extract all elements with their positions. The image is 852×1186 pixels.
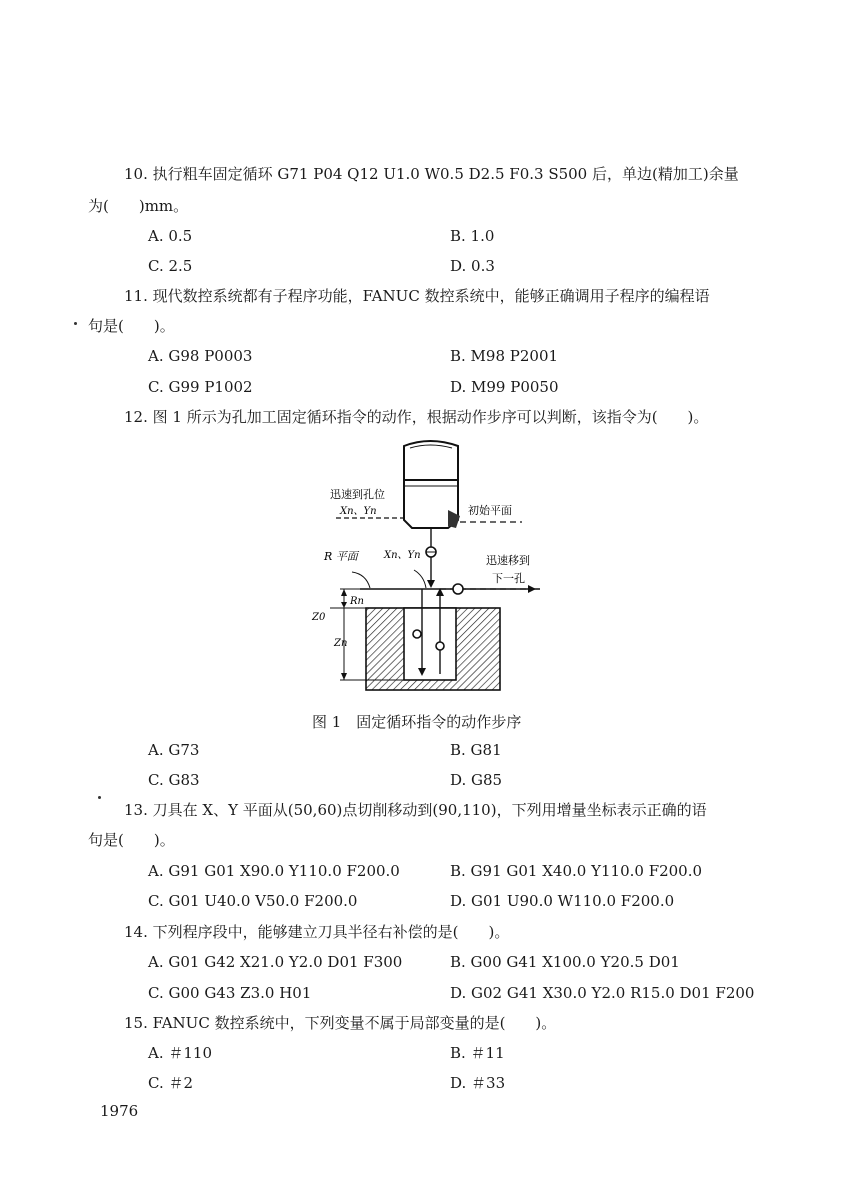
q14-option-c: C. G00 G43 Z3.0 H01 [148,984,312,1002]
q12-option-a: A. G73 [148,741,200,759]
fixed-cycle-diagram [300,436,560,704]
question-15-text: 15. FANUC 数控系统中，下列变量不属于局部变量的是( )。 [124,1014,557,1032]
label-rapid-to-hole: 迅速到孔位 [330,488,385,501]
question-12-text: 12. 图 1 所示为孔加工固定循环指令的动作，根据动作步序可以判断，该指令为( )。 [124,408,709,426]
label-xn-yn-mid: Xn、Yn [384,550,421,561]
label-initial-plane: 初始平面 [468,504,512,517]
q14-option-d: D. G02 G41 X30.0 Y2.0 R15.0 D01 F200 [450,984,755,1002]
q10-option-d: D. 0.3 [450,257,495,275]
question-10-text: 10. 执行粗车固定循环 G71 P04 Q12 U1.0 W0.5 D2.5 F0.3 S500 后，单边(精加工)余量 [124,165,739,183]
q13-option-c: C. G01 U40.0 V50.0 F200.0 [148,892,358,910]
q10-option-c: C. 2.5 [148,257,193,275]
label-xn-yn-top: Xn、Yn [340,506,377,517]
q15-option-d: D. ＃33 [450,1074,506,1092]
q11-option-a: A. G98 P0003 [148,347,253,365]
question-10-text-cont: 为( )mm。 [88,197,189,215]
question-11-text: 11. 现代数控系统都有子程序功能，FANUC 数控系统中，能够正确调用子程序的编程语 [124,287,710,305]
question-13-text: 13. 刀具在 X、Y 平面从(50,60)点切削移动到(90,110)，下列用增量坐标表示正确的语 [124,801,707,819]
question-13-text-cont: 句是( )。 [88,831,175,849]
scan-speck [74,322,77,325]
q14-option-a: A. G01 G42 X21.0 Y2.0 D01 F300 [148,953,403,971]
question-14-text: 14. 下列程序段中，能够建立刀具半径右补偿的是( )。 [124,923,510,941]
q13-option-d: D. G01 U90.0 W110.0 F200.0 [450,892,675,910]
scan-speck [98,796,101,799]
label-z0: Z0 [312,612,326,623]
q11-option-d: D. M99 P0050 [450,378,559,396]
q15-option-c: C. ＃2 [148,1074,194,1092]
q12-option-c: C. G83 [148,771,200,789]
q11-option-c: C. G99 P1002 [148,378,253,396]
q15-option-a: A. ＃110 [148,1044,212,1062]
q15-option-b: B. ＃11 [450,1044,505,1062]
q13-option-a: A. G91 G01 X90.0 Y110.0 F200.0 [148,862,400,880]
label-rapid-next-2: 下一孔 [492,572,525,585]
q13-option-b: B. G91 G01 X40.0 Y110.0 F200.0 [450,862,703,880]
label-r-plane: R 平面 [324,550,358,563]
workpiece [366,608,500,690]
q12-option-d: D. G85 [450,771,503,789]
label-rapid-next-1: 迅速移到 [486,554,530,567]
page-number: 1976 [100,1102,139,1120]
q11-option-b: B. M98 P2001 [450,347,559,365]
q12-option-b: B. G81 [450,741,502,759]
tool-holder-icon [404,441,460,528]
label-zn: Zn [334,638,348,649]
q10-option-a: A. 0.5 [148,227,193,245]
question-11-text-cont: 句是( )。 [88,317,175,335]
figure-caption: 图 1 固定循环指令的动作步序 [312,713,522,731]
q10-option-b: B. 1.0 [450,227,495,245]
label-rn: Rn [350,596,364,607]
q14-option-b: B. G00 G41 X100.0 Y20.5 D01 [450,953,680,971]
